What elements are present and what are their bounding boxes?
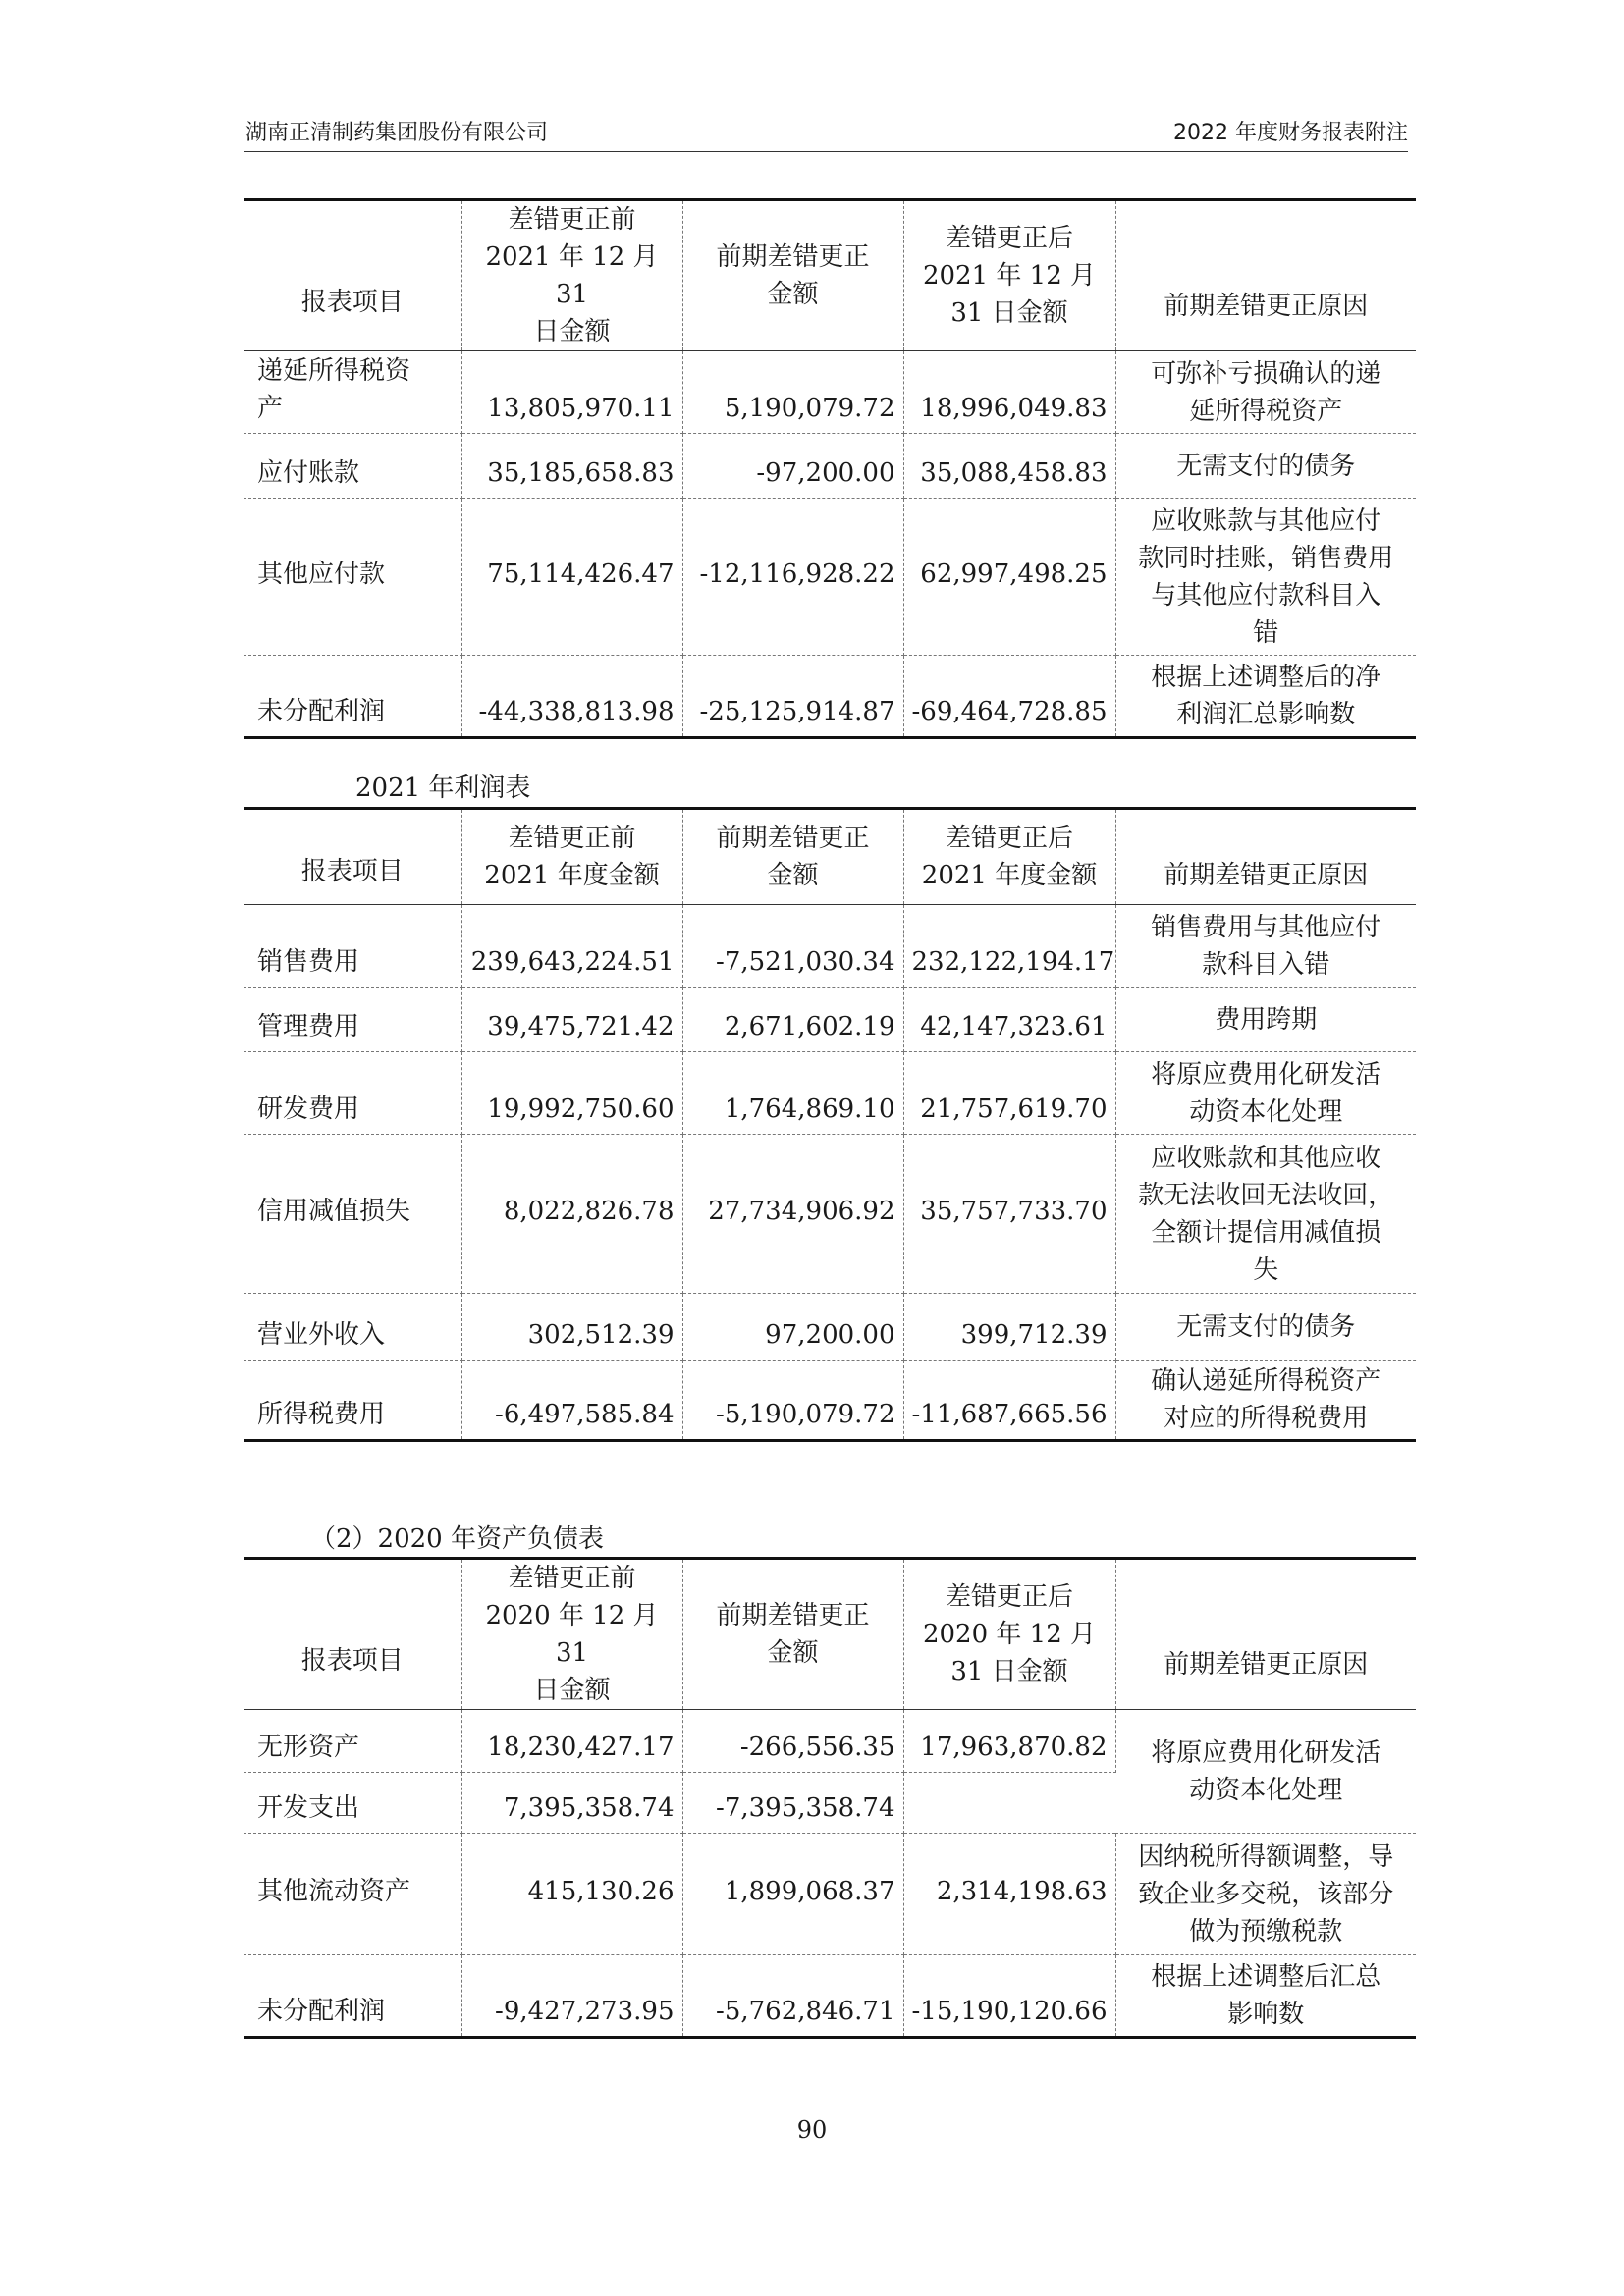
row-adjustment: 97,200.00: [682, 1294, 903, 1361]
row-after: 35,757,733.70: [903, 1135, 1115, 1294]
row-after: 21,757,619.70: [903, 1052, 1115, 1135]
row-after: 399,712.39: [903, 1294, 1115, 1361]
header-reason: 前期差错更正原因: [1115, 200, 1416, 351]
header-after: 差错更正后 2021 年度金额: [903, 809, 1115, 905]
row-after: 2,314,198.63: [903, 1834, 1115, 1955]
row-reason: 将原应费用化研发活 动资本化处理: [1115, 1710, 1416, 1834]
row-reason: 将原应费用化研发活 动资本化处理: [1115, 1052, 1416, 1135]
page-number: 90: [796, 2116, 828, 2144]
row-item: 销售费用: [244, 905, 461, 988]
company-name: 湖南正清制药集团股份有限公司: [245, 121, 549, 145]
row-item: 管理费用: [244, 988, 461, 1052]
income-statement-2021-table: [244, 807, 1416, 1442]
row-before: 18,230,427.17: [461, 1710, 682, 1773]
row-reason: 根据上述调整后汇总 影响数: [1115, 1955, 1416, 2038]
row-adjustment: -12,116,928.22: [682, 499, 903, 656]
row-adjustment: 1,764,869.10: [682, 1052, 903, 1135]
income-statement-caption: 2021 年利润表: [355, 774, 531, 803]
table-row: [244, 434, 1416, 499]
table-row: [244, 351, 1416, 434]
header-adjustment: 前期差错更正 金额: [682, 809, 903, 905]
row-item: 未分配利润: [244, 656, 461, 738]
row-before: 415,130.26: [461, 1834, 682, 1955]
balance-sheet-2020-caption: （2）2020 年资产负债表: [310, 1524, 604, 1554]
row-item: 无形资产: [244, 1710, 461, 1773]
row-after: 62,997,498.25: [903, 499, 1115, 656]
row-item: 应付账款: [244, 434, 461, 499]
row-before: 239,643,224.51: [461, 905, 682, 988]
table-row: [244, 1361, 1416, 1441]
table-row: [244, 1052, 1416, 1135]
row-before: -9,427,273.95: [461, 1955, 682, 2038]
report-title: 2022 年度财务报表附注: [1173, 121, 1408, 145]
table-row: [244, 1955, 1416, 2038]
row-adjustment: 1,899,068.37: [682, 1834, 903, 1955]
table-row: [244, 905, 1416, 988]
row-reason: 销售费用与其他应付 款科目入错: [1115, 905, 1416, 988]
row-item: 其他应付款: [244, 499, 461, 656]
row-reason: 可弥补亏损确认的递 延所得税资产: [1115, 351, 1416, 434]
row-reason: 无需支付的债务: [1115, 1294, 1416, 1361]
row-adjustment: -5,762,846.71: [682, 1955, 903, 2038]
row-adjustment: 5,190,079.72: [682, 351, 903, 434]
header-adjustment: 前期差错更正 金额: [682, 1559, 903, 1710]
row-after: -11,687,665.56: [903, 1361, 1115, 1441]
header-before: 差错更正前 2021 年 12 月 31 日金额: [461, 200, 682, 351]
table-row: [244, 988, 1416, 1052]
row-before: 35,185,658.83: [461, 434, 682, 499]
header-reason: 前期差错更正原因: [1115, 1559, 1416, 1710]
row-item: 所得税费用: [244, 1361, 461, 1441]
row-adjustment: -7,521,030.34: [682, 905, 903, 988]
row-after: 17,963,870.82: [903, 1710, 1115, 1773]
header-reason: 前期差错更正原因: [1115, 809, 1416, 905]
row-item: 研发费用: [244, 1052, 461, 1135]
row-reason: 因纳税所得额调整，导 致企业多交税，该部分 做为预缴税款: [1115, 1834, 1416, 1955]
row-after: -69,464,728.85: [903, 656, 1115, 738]
row-adjustment: 27,734,906.92: [682, 1135, 903, 1294]
row-adjustment: 2,671,602.19: [682, 988, 903, 1052]
row-after: 232,122,194.17: [903, 905, 1115, 988]
header-before: 差错更正前 2021 年度金额: [461, 809, 682, 905]
row-adjustment: -25,125,914.87: [682, 656, 903, 738]
row-item: 营业外收入: [244, 1294, 461, 1361]
row-item: 未分配利润: [244, 1955, 461, 2038]
row-adjustment: -7,395,358.74: [682, 1773, 903, 1834]
row-before: 39,475,721.42: [461, 988, 682, 1052]
row-item: 其他流动资产: [244, 1834, 461, 1955]
row-before: -6,497,585.84: [461, 1361, 682, 1441]
header-item: 报表项目: [244, 200, 461, 351]
row-reason: 确认递延所得税资产 对应的所得税费用: [1115, 1361, 1416, 1441]
header-item: 报表项目: [244, 1559, 461, 1710]
table-row: [244, 656, 1416, 738]
row-before: 13,805,970.11: [461, 351, 682, 434]
page-header: [244, 110, 1408, 152]
row-before: 8,022,826.78: [461, 1135, 682, 1294]
table-row: [244, 1294, 1416, 1361]
header-adjustment: 前期差错更正 金额: [682, 200, 903, 351]
balance-sheet-2020-table: [244, 1557, 1416, 2039]
row-before: -44,338,813.98: [461, 656, 682, 738]
header-after: 差错更正后 2021 年 12 月 31 日金额: [903, 200, 1115, 351]
table-row: [244, 499, 1416, 656]
table-row: [244, 1834, 1416, 1955]
balance-sheet-2021-table: [244, 198, 1416, 739]
row-reason: 根据上述调整后的净 利润汇总影响数: [1115, 656, 1416, 738]
row-after: 35,088,458.83: [903, 434, 1115, 499]
row-reason: 费用跨期: [1115, 988, 1416, 1052]
row-before: 75,114,426.47: [461, 499, 682, 656]
row-after: -15,190,120.66: [903, 1955, 1115, 2038]
row-reason: 无需支付的债务: [1115, 434, 1416, 499]
header-before: 差错更正前 2020 年 12 月 31 日金额: [461, 1559, 682, 1710]
row-before: 302,512.39: [461, 1294, 682, 1361]
row-reason: 应收账款与其他应付 款同时挂账，销售费用 与其他应付款科目入 错: [1115, 499, 1416, 656]
table-row: [244, 1710, 1416, 1773]
row-after: 42,147,323.61: [903, 988, 1115, 1052]
row-after: [903, 1773, 1115, 1834]
row-reason: 应收账款和其他应收 款无法收回无法收回， 全额计提信用减值损 失: [1115, 1135, 1416, 1294]
row-before: 19,992,750.60: [461, 1052, 682, 1135]
row-adjustment: -266,556.35: [682, 1710, 903, 1773]
header-item: 报表项目: [244, 809, 461, 905]
row-item: 信用减值损失: [244, 1135, 461, 1294]
row-item: 递延所得税资 产: [244, 351, 461, 434]
table-row: [244, 1135, 1416, 1294]
row-adjustment: -5,190,079.72: [682, 1361, 903, 1441]
row-after: 18,996,049.83: [903, 351, 1115, 434]
row-item: 开发支出: [244, 1773, 461, 1834]
header-after: 差错更正后 2020 年 12 月 31 日金额: [903, 1559, 1115, 1710]
row-before: 7,395,358.74: [461, 1773, 682, 1834]
row-adjustment: -97,200.00: [682, 434, 903, 499]
